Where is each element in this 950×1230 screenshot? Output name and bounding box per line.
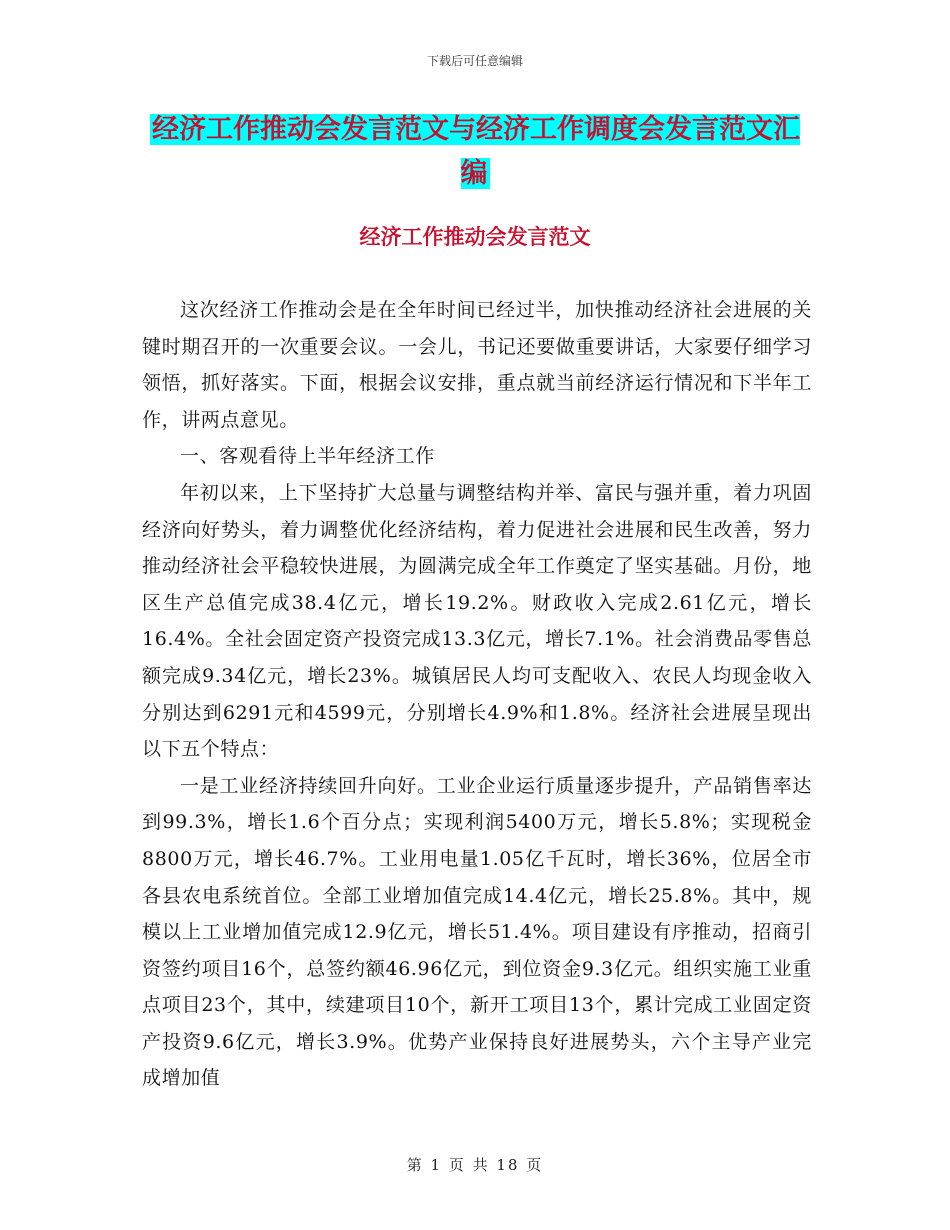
document-title bbox=[150, 108, 800, 196]
paragraph-overview: 年初以来，上下坚持扩大总量与调整结构并举、富民与强并重，着力巩固经济向好势头，着力调整优化经济结构，着力促进社会进展和民生改善，努力推动经济社会平稳较快进展，为圆满完成全年工作奠定了坚实基础。月份，地区生产总值完成38.4亿元，增长19.2%。财政收入完成2.61亿元，增长16.4%。全社会固定资产投资完成13.3亿元，增长7.1%。社会消费品零售总额完成9.34亿元，增长23%。城镇居民人均可支配收入、农民人均现金收入分别达到6291元和4599元，分别增长4.9%和1.8%。经济社会进展呈现出以下五个特点： bbox=[142, 481, 812, 761]
paragraph-intro: 这次经济工作推动会是在全年时间已经过半，加快推动经济社会进展的关键时期召开的一次重要会议。一会儿，书记还要做重要讲话，大家要仔细学习领悟，抓好落实。下面，根据会议安排，重点就当前经济运行情况和下半年工作，讲两点意见。 bbox=[142, 299, 812, 431]
page-number: 第 1 页 共 18 页 bbox=[406, 1156, 544, 1174]
document-body bbox=[142, 292, 812, 1097]
paragraph-heading-one: 一、客观看待上半年经济工作 bbox=[180, 445, 435, 468]
document-title-text: 经济工作推动会发言范文与经济工作调度会发言范文汇编 bbox=[152, 114, 800, 189]
paragraph-industry: 一是工业经济持续回升向好。工业企业运行质量逐步提升，产品销售率达到99.3%，增长1.6个百分点；实现利润5400万元，增长5.8%；实现税金8800万元，增长46.7%。工业用电量1.05亿千瓦时，增长36%，位居全市各县农电系统首位。全部工业增加值完成14.4亿元，增长25.8%。其中，规模以上工业增加值完成12.9亿元，增长51.4%。项目建设有序推动，招商引资签约项目16个，总签约额46.96亿元，到位资金9.3亿元。组织实施工业重点项目23个，其中，续建项目10个，新开工项目13个，累计完成工业固定资产投资9.6亿元，增长3.9%。优势产业保持良好进展势头，六个主导产业完成增加值 bbox=[142, 774, 812, 1090]
section-title: 经济工作推动会发言范文 bbox=[359, 225, 591, 249]
page-header-note: 下载后可任意编辑 bbox=[426, 54, 523, 68]
